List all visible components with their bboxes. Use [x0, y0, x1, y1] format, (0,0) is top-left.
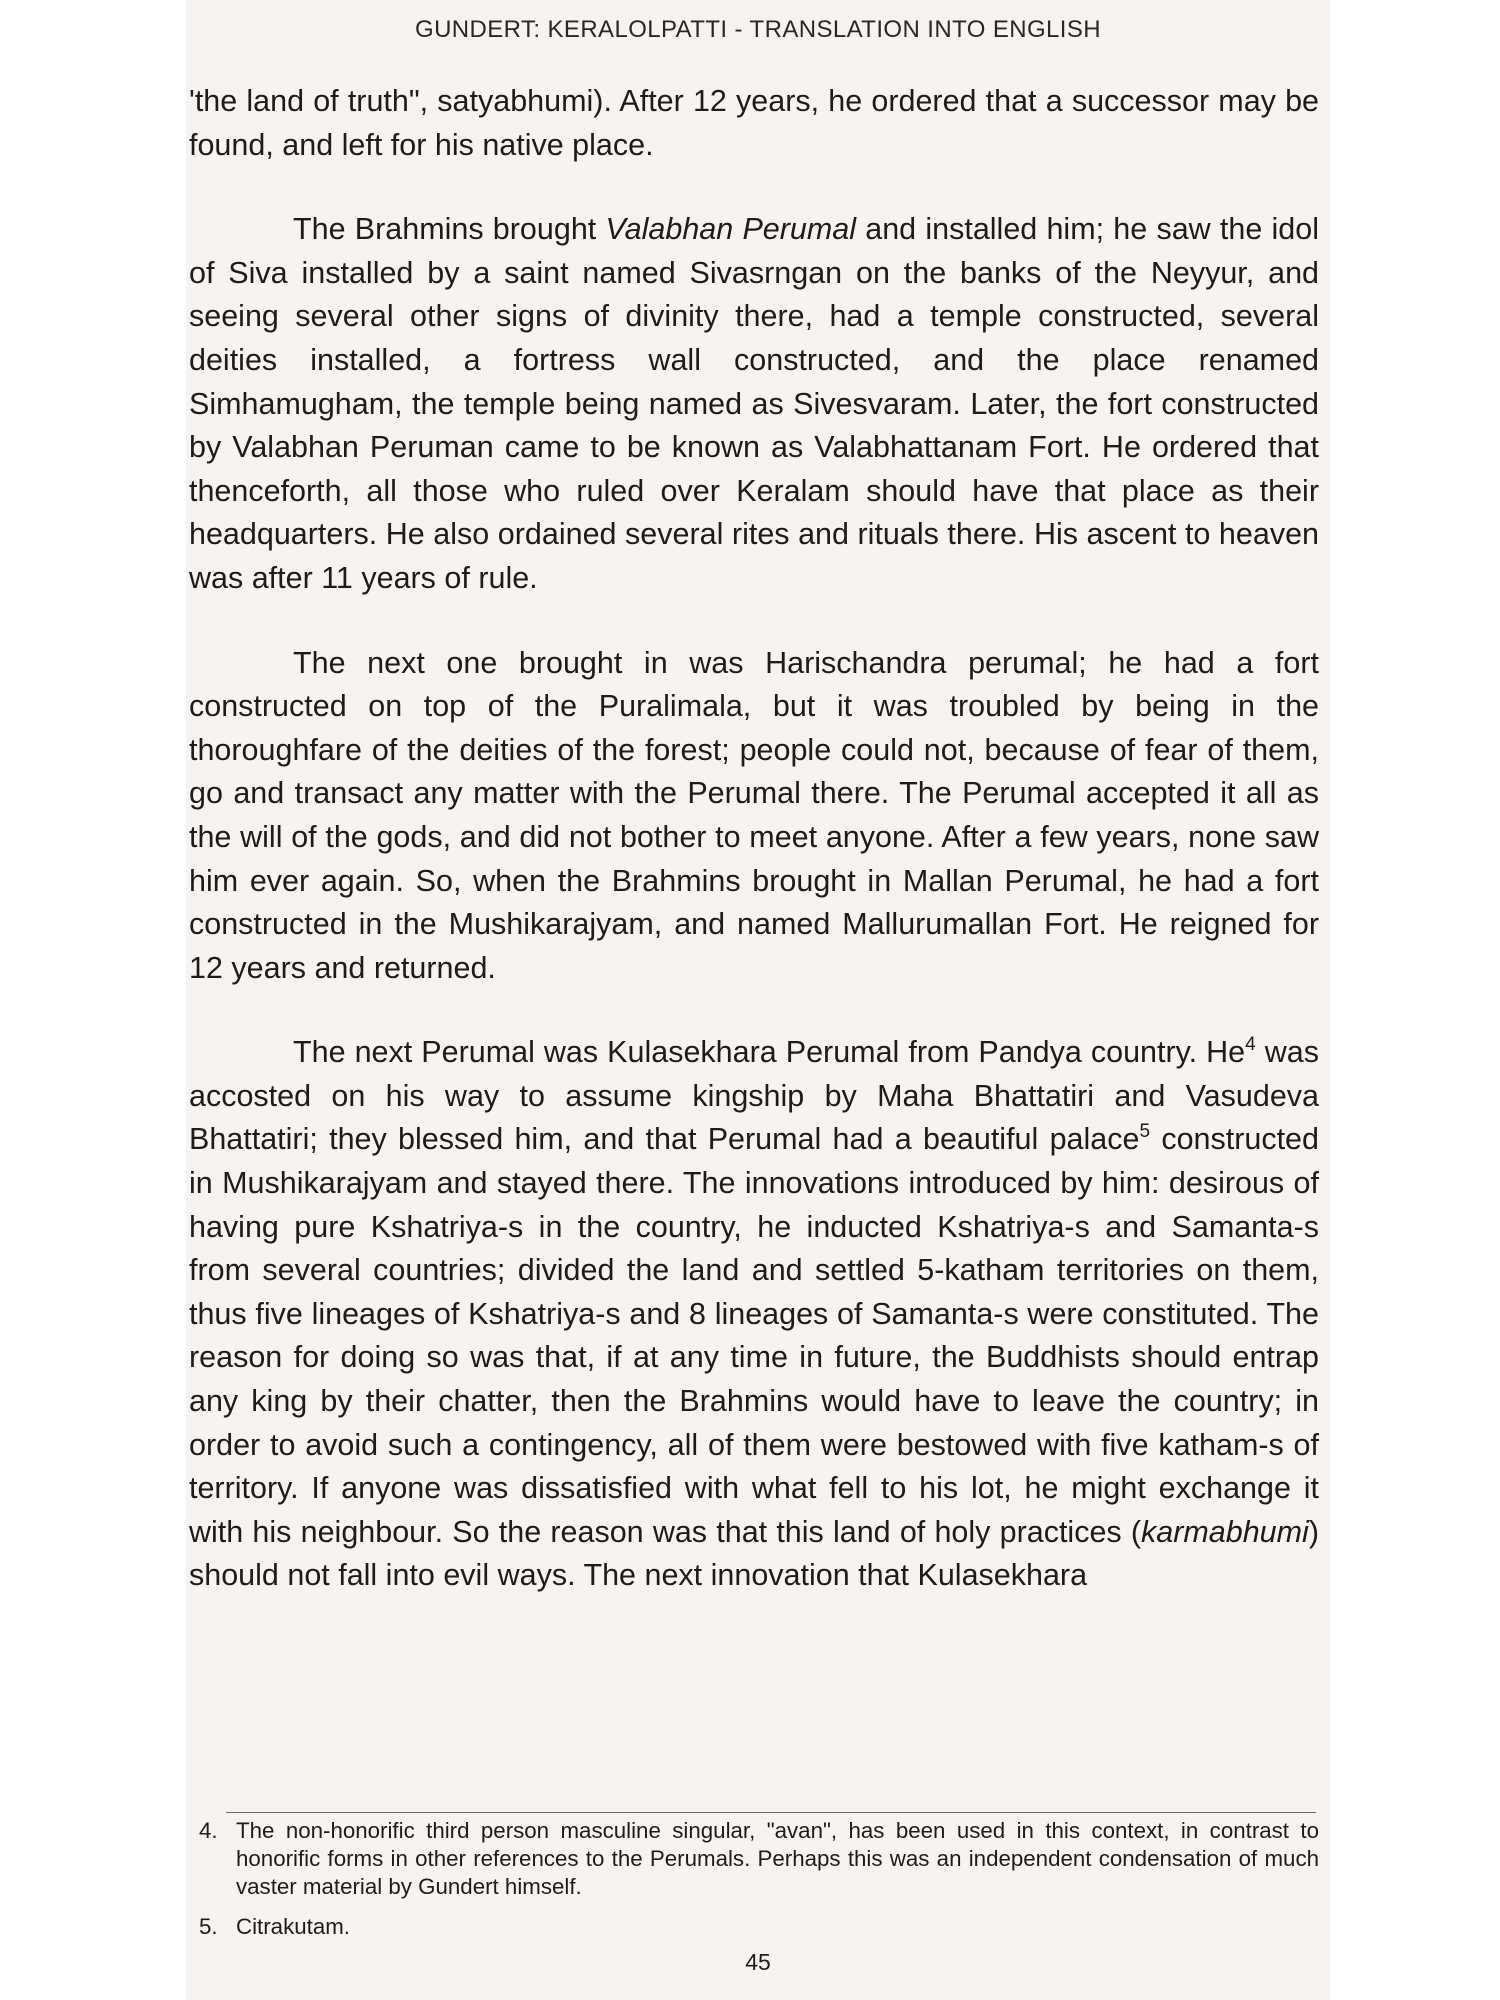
footnote-separator: [226, 1812, 1316, 1813]
running-head: GUNDERT: KERALOLPATTI - TRANSLATION INTO ENGLISH: [415, 16, 1101, 43]
paragraph-2-emphasis: Valabhan Perumal: [605, 212, 857, 247]
paragraph-2-text-b: and installed him; he saw the idol of Siva installed by a saint named Sivasrngan on the banks of the Neyyur, and seeing several other signs of divinity there, had a temple constructed, several deities installed, a fortress wall constructed, and the place renamed Simhamugham, the temple being named as Sivesvaram. Later, the fort constructed by Valabhan Peruman came to be known as Valabhattanam Fort. He ordered that thenceforth, all those who ruled over Keralam should have that place as their headquarters. He also ordained several rites and rituals there. His ascent to heaven was after 11 years of rule.: [189, 212, 1319, 595]
body-text: [189, 80, 1319, 1598]
paragraph-4-text-b: was accosted on his way to assume kingship by Maha Bhattatiri and Vasudeva Bhattatiri; they blessed him, and that Perumal had a beautiful palace: [189, 1035, 1319, 1157]
page-number: 45: [745, 1949, 771, 1975]
footnote-number: 5.: [199, 1914, 218, 1939]
footnote-text: The non-honorific third person masculine singular, "avan", has been used in this context, in contrast to honorific forms in other references to the Perumals. Perhaps this was an independent condensation of much vaster material by Gundert himself.: [236, 1818, 1319, 1899]
footnote-ref-5[interactable]: 5: [1139, 1121, 1151, 1143]
book-page: [186, 0, 1330, 2000]
paragraph-4-text-d: ) should not fall into evil ways. The next innovation that Kulasekhara: [189, 1514, 1319, 1593]
paragraph-3: The next one brought in was Harischandra perumal; he had a fort constructed on top of the Puralimala, but it was troubled by being in the thoroughfare of the deities of the forest; people could not, because of fear of them, go and transact any matter with the Perumal there. The Perumal accepted it all as the will of the gods, and did not bother to meet anyone. After a few years, none saw him ever again. So, when the Brahmins brought in Mallan Perumal, he had a fort constructed in the Mushikarajyam, and named Mallurumallan Fort. He reigned for 12 years and returned.: [189, 645, 1319, 985]
paragraph-1: 'the land of truth", satyabhumi). After 12 years, he ordered that a successor may be found, and left for his native place.: [189, 84, 1319, 162]
paragraph-4-text-c: constructed in Mushikarajyam and stayed there. The innovations introduced by him: desirous of having pure Kshatriya-s in the country, he inducted Kshatriya-s and Samanta-s from several countries; divided the land and settled 5-katham territories on them, thus five lineages of Kshatriya-s and 8 lineages of Samanta-s were constituted. The reason for doing so was that, if at any time in future, the Buddhists should entrap any king by their chatter, then the Brahmins would have to leave the country; in order to avoid such a contingency, all of them were bestowed with five katham-s of territory. If anyone was dissatisfied with what fell to his lot, he might exchange it with his neighbour. So the reason was that this land of holy practices (: [189, 1122, 1319, 1549]
paragraph-4-text-a: The next Perumal was Kulasekhara Perumal from Pandya country. He: [293, 1035, 1246, 1070]
paragraph-2: [189, 208, 1319, 600]
footnote-text: Citrakutam.: [236, 1914, 350, 1939]
footnote-5: [199, 1913, 1319, 1941]
paragraph-4-emphasis: karmabhumi: [1141, 1514, 1309, 1549]
footnote-4: [199, 1817, 1319, 1901]
footnote-ref-4[interactable]: 4: [1245, 1034, 1256, 1056]
paragraph-2-text-a: The Brahmins brought: [293, 212, 606, 247]
footnote-number: 4.: [199, 1818, 218, 1843]
paragraph-4: [189, 1031, 1319, 1598]
footnotes: [199, 1817, 1319, 1941]
